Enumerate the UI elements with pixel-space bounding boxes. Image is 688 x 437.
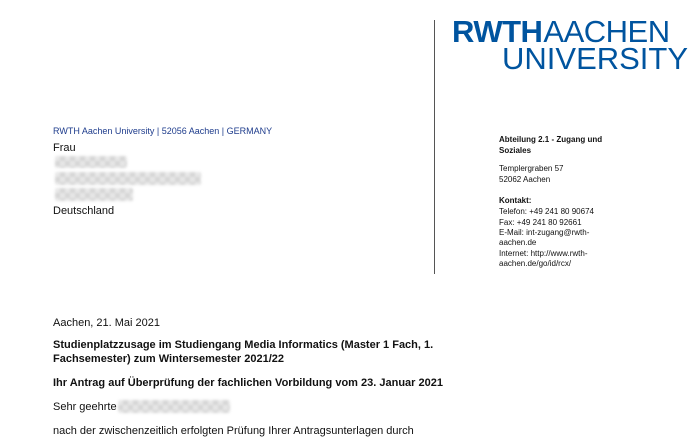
department-name-text: Abteilung 2.1 - Zugang und Soziales [499, 135, 603, 155]
redacted-name [55, 156, 127, 168]
contact-email-line-2: aachen.de [499, 238, 537, 247]
rwth-logo [452, 14, 688, 76]
redacted-city [55, 188, 133, 201]
department-city: 52062 Aachen [499, 175, 551, 184]
subject-line-1: Studienplatzzusage im Studiengang Media Informatics (Master 1 Fach, 1. [53, 339, 434, 351]
greeting: Sehr geehrte [53, 401, 117, 413]
contact-label [499, 195, 531, 206]
recipient-salutation: Frau [53, 142, 76, 154]
vertical-divider [434, 20, 435, 274]
contact-fax: Fax: +49 241 80 92661 [499, 218, 582, 227]
redacted-street [55, 172, 201, 185]
logo-rwth-text: RWTH [452, 14, 543, 49]
subject-line-2: Fachsemester) zum Wintersemester 2021/22 [53, 353, 285, 365]
department-name [499, 134, 631, 156]
contact-internet-line-2: aachen.de/go/id/rcx/ [499, 259, 572, 268]
sender-line: RWTH Aachen University | 52056 Aachen | GERMANY [53, 126, 273, 136]
contact-phone: Telefon: +49 241 80 90674 [499, 207, 594, 216]
redacted-greeting-name [118, 400, 230, 413]
reference-line: Ihr Antrag auf Überprüfung der fachlichen Vorbildung vom 23. Januar 2021 [53, 377, 443, 389]
logo-university-text: UNIVERSITY [502, 41, 688, 76]
recipient-country: Deutschland [53, 205, 115, 217]
letter-date: Aachen, 21. Mai 2021 [53, 317, 161, 329]
contact-email-line-1: E-Mail: int-zugang@rwth- [499, 228, 590, 237]
department-street: Templergraben 57 [499, 164, 564, 173]
contact-label-text: Kontakt: [499, 196, 532, 205]
contact-internet-line-1: Internet: http://www.rwth- [499, 249, 588, 258]
body-start: nach der zwischenzeitlich erfolgten Prüfung Ihrer Antragsunterlagen durch [53, 425, 414, 437]
logo-aachen-text: AACHEN [543, 14, 670, 49]
